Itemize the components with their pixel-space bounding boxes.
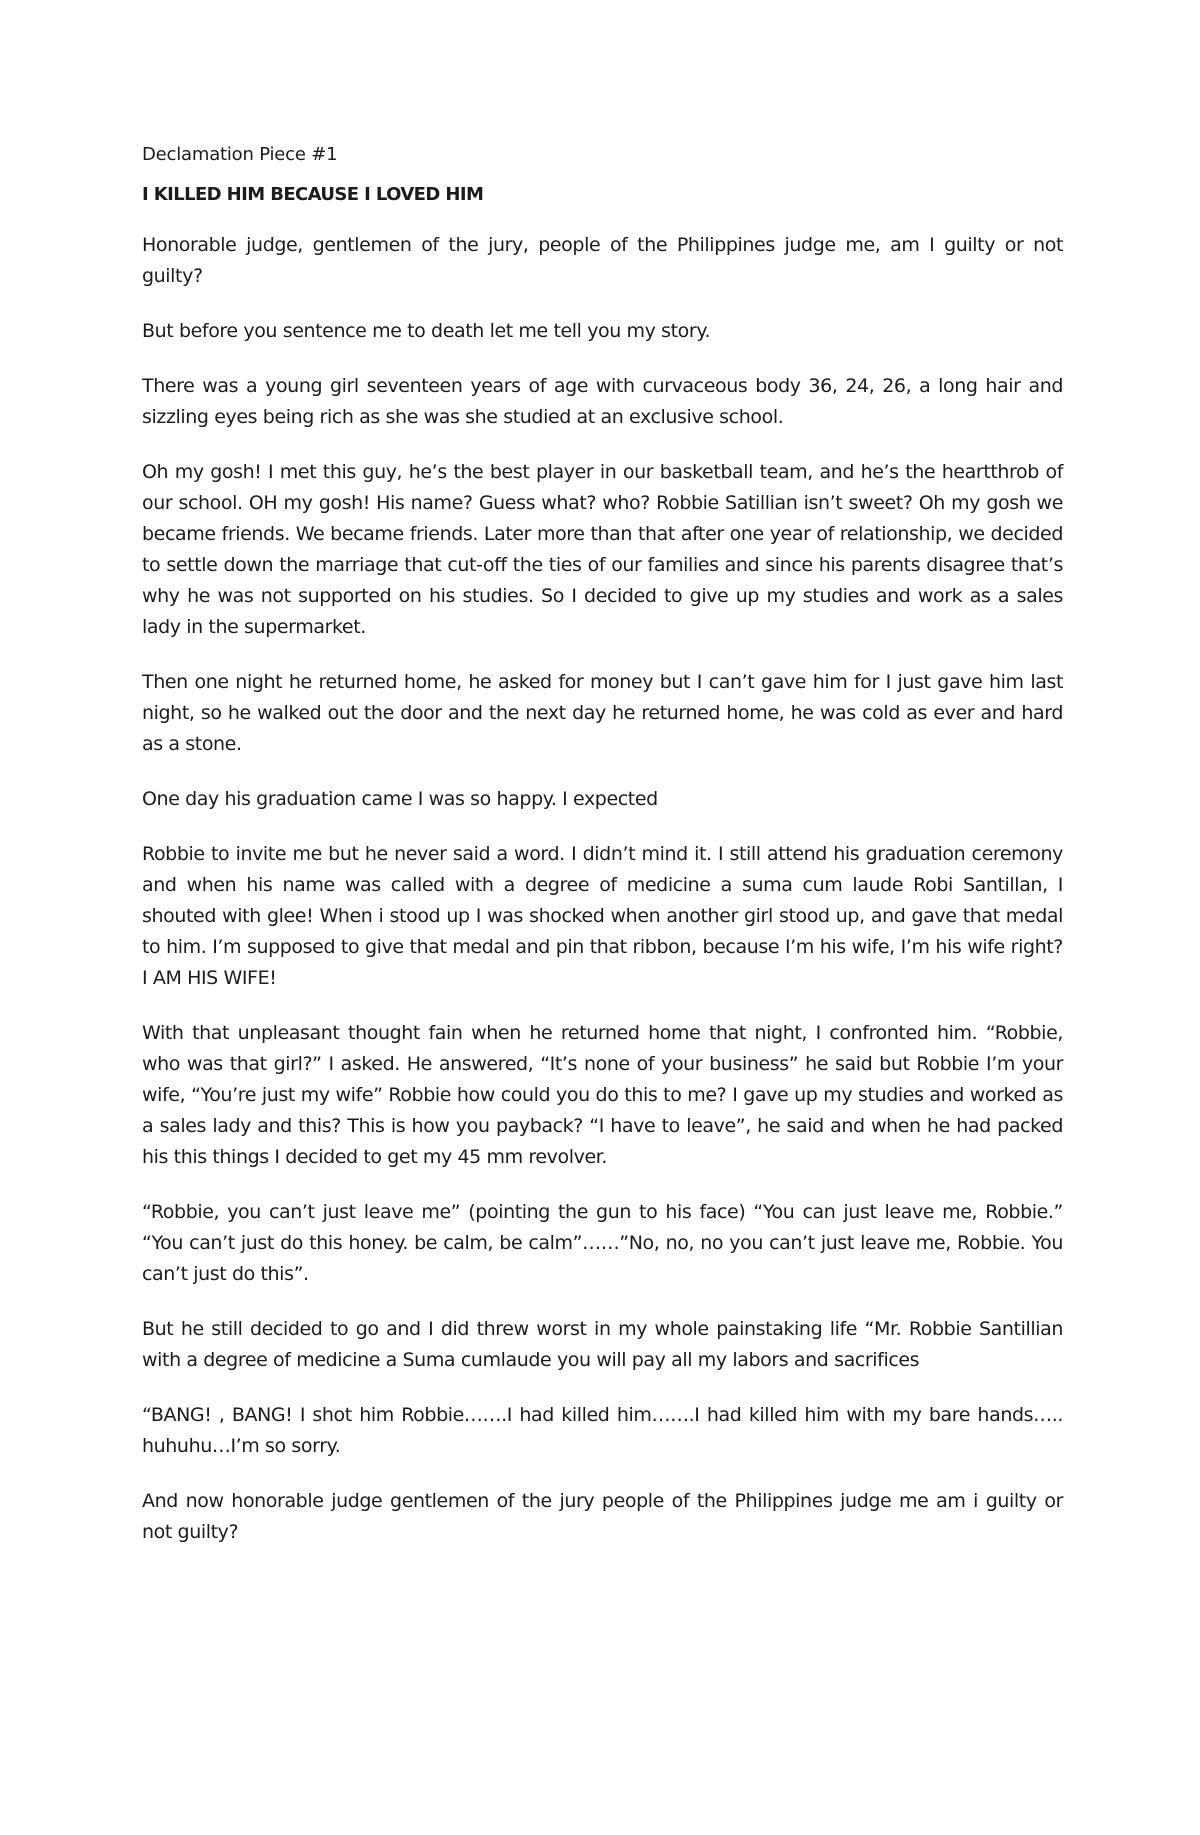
paragraph-6: One day his graduation came I was so happy. I expected [142, 788, 658, 810]
paragraph-11: “BANG! , BANG! I shot him Robbie…….I had killed him…….I had killed him with my bare hands….. huhuhu…I’m so sorry. [142, 1404, 1063, 1457]
paragraph-12: And now honorable judge gentlemen of the jury people of the Philippines judge me am i guilty or not guilty? [142, 1490, 1063, 1543]
paragraph-3: There was a young girl seventeen years of age with curvaceous body 36, 24, 26, a long hair and sizzling eyes being rich as she was she studied at an exclusive school. [142, 375, 1063, 428]
paragraph-8: With that unpleasant thought fain when he returned home that night, I confronted him. “Robbie, who was that girl?” I asked. He answered, “It’s none of your business” he said but Robbie I’m your wife, “You’re just my wife” Robbie how could you do this to me? I gave up my studies and worked as a sales lady and this? This is how you payback? “I have to leave”, he said and when he had packed his this things I decided to get my 45 mm revolver. [142, 1022, 1063, 1168]
paragraph-7: Robbie to invite me but he never said a word. I didn’t mind it. I still attend his graduation ceremony and when his name was called with a degree of medicine a suma cum laude Robi Santillan, I shouted with glee! When i stood up I was shocked when another girl stood up, and gave that medal to him. I’m supposed to give that medal and pin that ribbon, because I’m his wife, I’m his wife right? I AM HIS WIFE! [142, 843, 1063, 989]
paragraph-1: Honorable judge, gentlemen of the jury, people of the Philippines judge me, am I guilty or not guilty? [142, 234, 1063, 287]
document-body [142, 142, 1063, 1572]
document-title: I KILLED HIM BECAUSE I LOVED HIM [142, 184, 484, 205]
paragraph-2: But before you sentence me to death let me tell you my story. [142, 320, 711, 342]
document-label: Declamation Piece #1 [142, 144, 338, 165]
paragraph-9: “Robbie, you can’t just leave me” (pointing the gun to his face) “You can just leave me, Robbie.” “You can’t just do this honey. be calm, be calm”……”No, no, no you can’t just leave me, Robbie. You can’t just do this”. [142, 1201, 1063, 1285]
paragraph-10: But he still decided to go and I did threw worst in my whole painstaking life “Mr. Robbie Santillian with a degree of medicine a Suma cumlaude you will pay all my labors and sacrifices [142, 1318, 1063, 1371]
paragraph-4: Oh my gosh! I met this guy, he’s the best player in our basketball team, and he’s the heartthrob of our school. OH my gosh! His name? Guess what? who? Robbie Satillian isn’t sweet? Oh my gosh we became friends. We became friends. Later more than that after one year of relationship, we decided to settle down the marriage that cut-off the ties of our families and since his parents disagree that’s why he was not supported on his studies. So I decided to give up my studies and work as a sales lady in the supermarket. [142, 461, 1063, 638]
paragraph-5: Then one night he returned home, he asked for money but I can’t gave him for I just gave him last night, so he walked out the door and the next day he returned home, he was cold as ever and hard as a stone. [142, 671, 1063, 755]
